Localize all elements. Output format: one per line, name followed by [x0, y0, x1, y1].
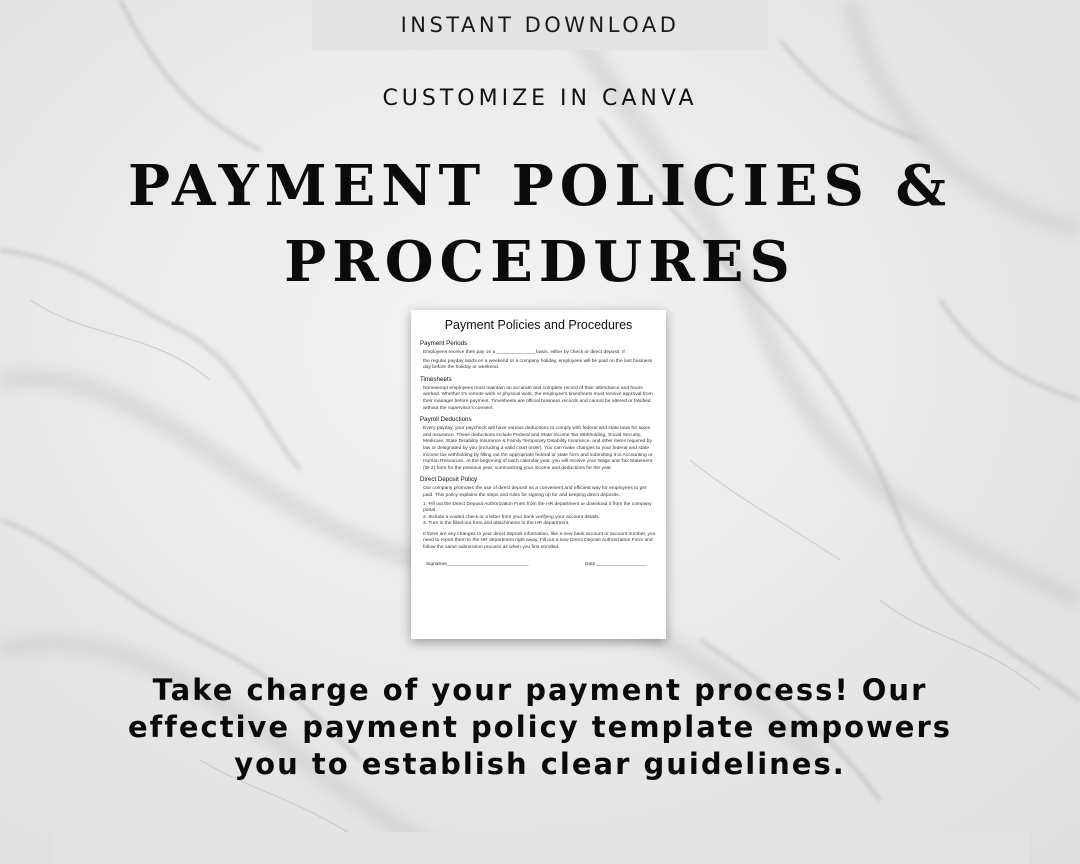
section-paragraph: the regular payday lands on a weekend or a company holiday, employees will be paid on the last business day before the holiday or weekend. — [423, 358, 653, 371]
section-heading: Payroll Deductions — [420, 416, 472, 424]
section-paragraph: If there are any changes to your direct deposit information, like a new bank account or account number, you need to report them to the HR department right away. Fill out a new Direct Deposit Authorization Form and follow the same submission process as when you first enrolled. — [423, 531, 656, 551]
section-paragraph: Our company promotes the use of direct deposit as a convenient and efficient way for employees to get paid. This policy explains the steps and rules for signing up for and keeping direct deposits. — [423, 486, 647, 498]
title-line-1: PAYMENT POLICIES & — [127, 153, 953, 219]
signature-row — [426, 562, 647, 567]
list-item: 1. Fill out the Direct Deposit Authorization Form from the HR department or download it from the company portal. — [423, 501, 652, 514]
section-paragraph: Every payday, your paycheck will have various deductions to comply with federal and state laws for taxes and insurance. These deductions include Federal and State Income Tax Withholding, Social Security, Medicare, State Disability Insurance & Family Temporary Disability Insurance, and other items required by law or designated by you (including a valid court order). You can make changes to your federal and state income tax withholding by filling out the appropriate federal or state form and submitting it to Accounting or Human Resources. At the beginning of each calendar year, you will receive your Wage and Tax Statement (W-2) form for the previous year, summarizing your income and deductions for the year. — [423, 426, 653, 471]
bottom-banner — [51, 832, 1029, 864]
title-line-2: PROCEDURES — [284, 229, 796, 295]
tagline-line-1: Take charge of your payment process! Our — [152, 673, 928, 707]
section-heading: Direct Deposit Policy — [420, 476, 478, 484]
tagline — [0, 672, 1080, 783]
list-item: 2. Include a voided check or a letter from your bank verifying your account details. — [423, 514, 600, 520]
date-line: Date___________________ — [584, 561, 647, 567]
section-heading: Payment Periods — [420, 340, 468, 347]
signature-line: Signature______________________________ — [426, 561, 529, 567]
section-heading: Timesheets — [420, 375, 452, 383]
instant-download-label: INSTANT DOWNLOAD — [400, 13, 680, 37]
section-paragraph: Employees receive their pay on a ______________ basis, either by check or direct deposit. If — [423, 350, 625, 355]
section-paragraph: Nonexempt employees must maintain an accurate and complete record of their attendance and hours worked. Whether it's remote work or physical work, the employee's timesheets must receive approval from their manager before payment. Timesheets are official business records and cannot be altered or falsified without the supervisor's consent. — [423, 385, 653, 411]
instant-download-banner — [312, 0, 768, 50]
document-title: Payment Policies and Procedures — [444, 318, 633, 332]
page-title — [0, 148, 1080, 300]
list-item: 3. Turn in the filled-out form and attachments to the HR department. — [423, 521, 570, 527]
tagline-line-2: effective payment policy template empowers — [127, 710, 953, 744]
tagline-line-3: you to establish clear guidelines. — [234, 747, 846, 781]
document-preview — [411, 310, 666, 639]
customize-subtitle: CUSTOMIZE IN CANVA — [382, 86, 698, 111]
